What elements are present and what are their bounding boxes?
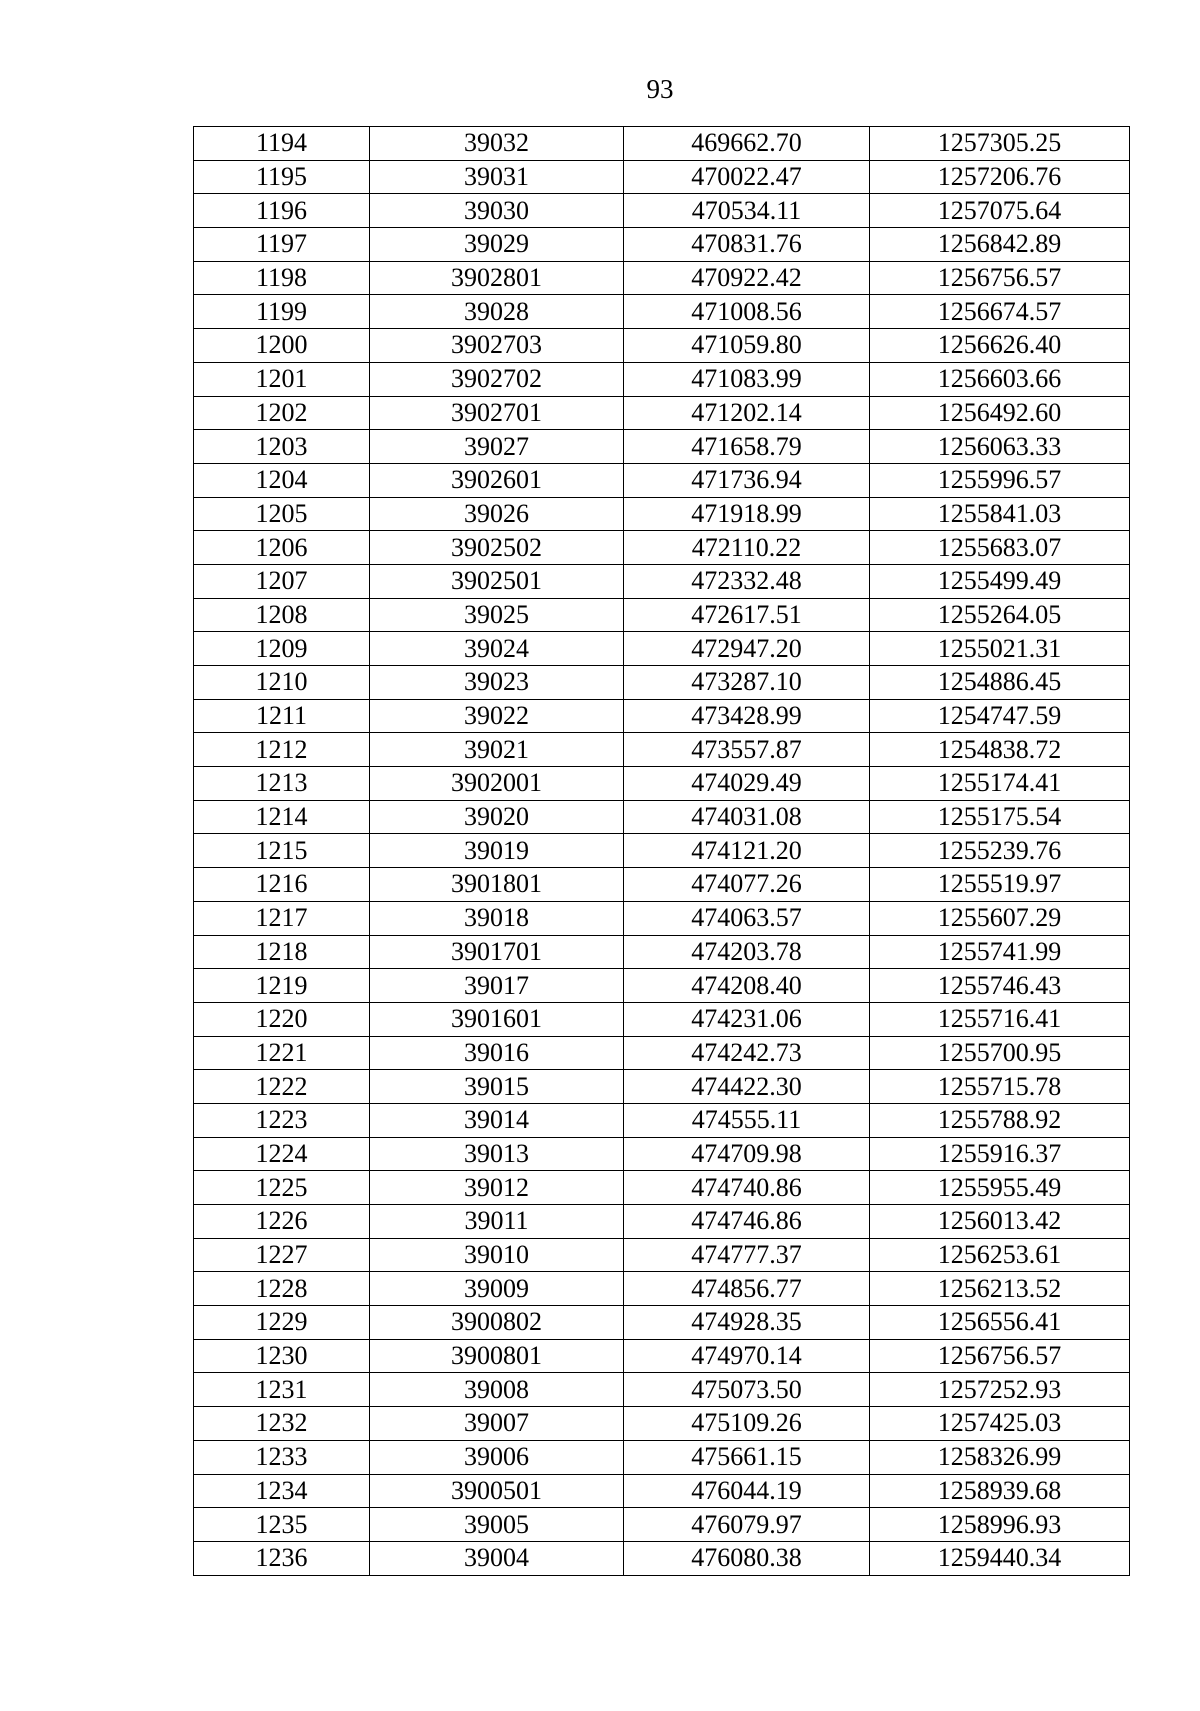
y-coordinate-cell: 1255174.41 bbox=[870, 767, 1130, 801]
x-coordinate-cell: 472947.20 bbox=[624, 632, 870, 666]
y-coordinate-cell: 1258996.93 bbox=[870, 1508, 1130, 1542]
x-coordinate-cell: 470831.76 bbox=[624, 228, 870, 262]
x-coordinate-cell: 474208.40 bbox=[624, 969, 870, 1003]
row-index-cell: 1223 bbox=[194, 1103, 370, 1137]
point-id-cell: 39026 bbox=[370, 497, 624, 531]
point-id-cell: 39014 bbox=[370, 1103, 624, 1137]
x-coordinate-cell: 474422.30 bbox=[624, 1070, 870, 1104]
point-id-cell: 3902501 bbox=[370, 564, 624, 598]
point-id-cell: 39018 bbox=[370, 901, 624, 935]
x-coordinate-cell: 474203.78 bbox=[624, 935, 870, 969]
y-coordinate-cell: 1257425.03 bbox=[870, 1407, 1130, 1441]
row-index-cell: 1212 bbox=[194, 733, 370, 767]
row-index-cell: 1230 bbox=[194, 1339, 370, 1373]
row-index-cell: 1233 bbox=[194, 1440, 370, 1474]
row-index-cell: 1236 bbox=[194, 1541, 370, 1575]
point-id-cell: 39006 bbox=[370, 1440, 624, 1474]
y-coordinate-cell: 1256626.40 bbox=[870, 329, 1130, 363]
point-id-cell: 3901801 bbox=[370, 868, 624, 902]
x-coordinate-cell: 470022.47 bbox=[624, 160, 870, 194]
x-coordinate-cell: 471918.99 bbox=[624, 497, 870, 531]
y-coordinate-cell: 1255955.49 bbox=[870, 1171, 1130, 1205]
row-index-cell: 1232 bbox=[194, 1407, 370, 1441]
row-index-cell: 1209 bbox=[194, 632, 370, 666]
table-row bbox=[194, 430, 1130, 464]
y-coordinate-cell: 1255716.41 bbox=[870, 1002, 1130, 1036]
table-row bbox=[194, 1137, 1130, 1171]
row-index-cell: 1222 bbox=[194, 1070, 370, 1104]
y-coordinate-cell: 1255239.76 bbox=[870, 834, 1130, 868]
x-coordinate-cell: 476044.19 bbox=[624, 1474, 870, 1508]
point-id-cell: 39010 bbox=[370, 1238, 624, 1272]
point-id-cell: 39017 bbox=[370, 969, 624, 1003]
row-index-cell: 1235 bbox=[194, 1508, 370, 1542]
point-id-cell: 3902801 bbox=[370, 261, 624, 295]
y-coordinate-cell: 1256013.42 bbox=[870, 1205, 1130, 1239]
y-coordinate-cell: 1256556.41 bbox=[870, 1306, 1130, 1340]
x-coordinate-cell: 471202.14 bbox=[624, 396, 870, 430]
x-coordinate-cell: 471083.99 bbox=[624, 362, 870, 396]
y-coordinate-cell: 1256063.33 bbox=[870, 430, 1130, 464]
table-row bbox=[194, 160, 1130, 194]
row-index-cell: 1229 bbox=[194, 1306, 370, 1340]
point-id-cell: 39021 bbox=[370, 733, 624, 767]
row-index-cell: 1221 bbox=[194, 1036, 370, 1070]
point-id-cell: 39008 bbox=[370, 1373, 624, 1407]
x-coordinate-cell: 471059.80 bbox=[624, 329, 870, 363]
row-index-cell: 1213 bbox=[194, 767, 370, 801]
x-coordinate-cell: 474031.08 bbox=[624, 800, 870, 834]
y-coordinate-cell: 1256492.60 bbox=[870, 396, 1130, 430]
table-row bbox=[194, 1002, 1130, 1036]
table-row bbox=[194, 969, 1130, 1003]
point-id-cell: 39005 bbox=[370, 1508, 624, 1542]
table-row bbox=[194, 1205, 1130, 1239]
row-index-cell: 1234 bbox=[194, 1474, 370, 1508]
x-coordinate-cell: 469662.70 bbox=[624, 127, 870, 161]
x-coordinate-cell: 474231.06 bbox=[624, 1002, 870, 1036]
row-index-cell: 1207 bbox=[194, 564, 370, 598]
x-coordinate-cell: 476079.97 bbox=[624, 1508, 870, 1542]
row-index-cell: 1204 bbox=[194, 463, 370, 497]
row-index-cell: 1196 bbox=[194, 194, 370, 228]
x-coordinate-cell: 473287.10 bbox=[624, 666, 870, 700]
y-coordinate-cell: 1257252.93 bbox=[870, 1373, 1130, 1407]
x-coordinate-cell: 472332.48 bbox=[624, 564, 870, 598]
point-id-cell: 39030 bbox=[370, 194, 624, 228]
y-coordinate-cell: 1259440.34 bbox=[870, 1541, 1130, 1575]
table-row bbox=[194, 127, 1130, 161]
table-row bbox=[194, 1036, 1130, 1070]
y-coordinate-cell: 1256603.66 bbox=[870, 362, 1130, 396]
point-id-cell: 3900802 bbox=[370, 1306, 624, 1340]
table-row bbox=[194, 800, 1130, 834]
row-index-cell: 1227 bbox=[194, 1238, 370, 1272]
y-coordinate-cell: 1255175.54 bbox=[870, 800, 1130, 834]
table-row bbox=[194, 1541, 1130, 1575]
y-coordinate-cell: 1255741.99 bbox=[870, 935, 1130, 969]
row-index-cell: 1214 bbox=[194, 800, 370, 834]
row-index-cell: 1217 bbox=[194, 901, 370, 935]
table-row bbox=[194, 868, 1130, 902]
y-coordinate-cell: 1254838.72 bbox=[870, 733, 1130, 767]
x-coordinate-cell: 474970.14 bbox=[624, 1339, 870, 1373]
y-coordinate-cell: 1256674.57 bbox=[870, 295, 1130, 329]
point-id-cell: 3900801 bbox=[370, 1339, 624, 1373]
table-row bbox=[194, 1373, 1130, 1407]
point-id-cell: 39025 bbox=[370, 598, 624, 632]
point-id-cell: 3901601 bbox=[370, 1002, 624, 1036]
x-coordinate-cell: 475109.26 bbox=[624, 1407, 870, 1441]
x-coordinate-cell: 471736.94 bbox=[624, 463, 870, 497]
y-coordinate-cell: 1257305.25 bbox=[870, 127, 1130, 161]
point-id-cell: 3900501 bbox=[370, 1474, 624, 1508]
y-coordinate-cell: 1254886.45 bbox=[870, 666, 1130, 700]
table-row bbox=[194, 194, 1130, 228]
table-row bbox=[194, 497, 1130, 531]
y-coordinate-cell: 1255519.97 bbox=[870, 868, 1130, 902]
table-row bbox=[194, 935, 1130, 969]
x-coordinate-cell: 474063.57 bbox=[624, 901, 870, 935]
table-row bbox=[194, 329, 1130, 363]
row-index-cell: 1195 bbox=[194, 160, 370, 194]
row-index-cell: 1206 bbox=[194, 531, 370, 565]
row-index-cell: 1208 bbox=[194, 598, 370, 632]
row-index-cell: 1219 bbox=[194, 969, 370, 1003]
x-coordinate-cell: 474077.26 bbox=[624, 868, 870, 902]
point-id-cell: 39015 bbox=[370, 1070, 624, 1104]
x-coordinate-cell: 471008.56 bbox=[624, 295, 870, 329]
table-row bbox=[194, 1070, 1130, 1104]
table-row bbox=[194, 632, 1130, 666]
y-coordinate-cell: 1255607.29 bbox=[870, 901, 1130, 935]
table-row bbox=[194, 1508, 1130, 1542]
y-coordinate-cell: 1255700.95 bbox=[870, 1036, 1130, 1070]
table-row bbox=[194, 901, 1130, 935]
point-id-cell: 39009 bbox=[370, 1272, 624, 1306]
y-coordinate-cell: 1255746.43 bbox=[870, 969, 1130, 1003]
x-coordinate-cell: 471658.79 bbox=[624, 430, 870, 464]
row-index-cell: 1199 bbox=[194, 295, 370, 329]
row-index-cell: 1201 bbox=[194, 362, 370, 396]
table-row bbox=[194, 564, 1130, 598]
y-coordinate-cell: 1255916.37 bbox=[870, 1137, 1130, 1171]
x-coordinate-cell: 474242.73 bbox=[624, 1036, 870, 1070]
point-id-cell: 39011 bbox=[370, 1205, 624, 1239]
x-coordinate-cell: 474029.49 bbox=[624, 767, 870, 801]
x-coordinate-cell: 474856.77 bbox=[624, 1272, 870, 1306]
table-row bbox=[194, 767, 1130, 801]
y-coordinate-cell: 1255841.03 bbox=[870, 497, 1130, 531]
table-row bbox=[194, 1407, 1130, 1441]
point-id-cell: 39007 bbox=[370, 1407, 624, 1441]
point-id-cell: 3902701 bbox=[370, 396, 624, 430]
x-coordinate-cell: 473428.99 bbox=[624, 699, 870, 733]
point-id-cell: 39032 bbox=[370, 127, 624, 161]
table-row bbox=[194, 1306, 1130, 1340]
table-row bbox=[194, 1339, 1130, 1373]
y-coordinate-cell: 1255996.57 bbox=[870, 463, 1130, 497]
y-coordinate-cell: 1255715.78 bbox=[870, 1070, 1130, 1104]
table-row bbox=[194, 1272, 1130, 1306]
y-coordinate-cell: 1256756.57 bbox=[870, 1339, 1130, 1373]
point-id-cell: 39019 bbox=[370, 834, 624, 868]
row-index-cell: 1197 bbox=[194, 228, 370, 262]
y-coordinate-cell: 1255683.07 bbox=[870, 531, 1130, 565]
point-id-cell: 39020 bbox=[370, 800, 624, 834]
x-coordinate-cell: 473557.87 bbox=[624, 733, 870, 767]
row-index-cell: 1218 bbox=[194, 935, 370, 969]
y-coordinate-cell: 1255021.31 bbox=[870, 632, 1130, 666]
table-row bbox=[194, 396, 1130, 430]
y-coordinate-cell: 1256756.57 bbox=[870, 261, 1130, 295]
x-coordinate-cell: 474121.20 bbox=[624, 834, 870, 868]
point-id-cell: 3902601 bbox=[370, 463, 624, 497]
row-index-cell: 1220 bbox=[194, 1002, 370, 1036]
row-index-cell: 1198 bbox=[194, 261, 370, 295]
point-id-cell: 39004 bbox=[370, 1541, 624, 1575]
table-row bbox=[194, 463, 1130, 497]
point-id-cell: 39028 bbox=[370, 295, 624, 329]
y-coordinate-cell: 1256253.61 bbox=[870, 1238, 1130, 1272]
x-coordinate-cell: 470534.11 bbox=[624, 194, 870, 228]
x-coordinate-cell: 470922.42 bbox=[624, 261, 870, 295]
y-coordinate-cell: 1258939.68 bbox=[870, 1474, 1130, 1508]
y-coordinate-cell: 1254747.59 bbox=[870, 699, 1130, 733]
row-index-cell: 1200 bbox=[194, 329, 370, 363]
y-coordinate-cell: 1257075.64 bbox=[870, 194, 1130, 228]
point-id-cell: 39029 bbox=[370, 228, 624, 262]
table-row bbox=[194, 598, 1130, 632]
row-index-cell: 1203 bbox=[194, 430, 370, 464]
row-index-cell: 1211 bbox=[194, 699, 370, 733]
table-row bbox=[194, 295, 1130, 329]
x-coordinate-cell: 474740.86 bbox=[624, 1171, 870, 1205]
row-index-cell: 1228 bbox=[194, 1272, 370, 1306]
point-id-cell: 39023 bbox=[370, 666, 624, 700]
table-row bbox=[194, 699, 1130, 733]
x-coordinate-cell: 474928.35 bbox=[624, 1306, 870, 1340]
point-id-cell: 3902703 bbox=[370, 329, 624, 363]
row-index-cell: 1215 bbox=[194, 834, 370, 868]
x-coordinate-cell: 474709.98 bbox=[624, 1137, 870, 1171]
point-id-cell: 39027 bbox=[370, 430, 624, 464]
point-id-cell: 39022 bbox=[370, 699, 624, 733]
row-index-cell: 1202 bbox=[194, 396, 370, 430]
row-index-cell: 1224 bbox=[194, 1137, 370, 1171]
table-row bbox=[194, 733, 1130, 767]
point-id-cell: 39024 bbox=[370, 632, 624, 666]
x-coordinate-cell: 472110.22 bbox=[624, 531, 870, 565]
point-id-cell: 39016 bbox=[370, 1036, 624, 1070]
y-coordinate-cell: 1255264.05 bbox=[870, 598, 1130, 632]
table-row bbox=[194, 834, 1130, 868]
table-row bbox=[194, 1440, 1130, 1474]
x-coordinate-cell: 474777.37 bbox=[624, 1238, 870, 1272]
x-coordinate-cell: 472617.51 bbox=[624, 598, 870, 632]
table-row bbox=[194, 531, 1130, 565]
y-coordinate-cell: 1258326.99 bbox=[870, 1440, 1130, 1474]
point-id-cell: 39031 bbox=[370, 160, 624, 194]
table-row bbox=[194, 362, 1130, 396]
table-row bbox=[194, 1171, 1130, 1205]
table-row bbox=[194, 228, 1130, 262]
row-index-cell: 1210 bbox=[194, 666, 370, 700]
row-index-cell: 1226 bbox=[194, 1205, 370, 1239]
point-id-cell: 39012 bbox=[370, 1171, 624, 1205]
y-coordinate-cell: 1255499.49 bbox=[870, 564, 1130, 598]
table-row bbox=[194, 666, 1130, 700]
y-coordinate-cell: 1257206.76 bbox=[870, 160, 1130, 194]
point-id-cell: 39013 bbox=[370, 1137, 624, 1171]
row-index-cell: 1225 bbox=[194, 1171, 370, 1205]
row-index-cell: 1231 bbox=[194, 1373, 370, 1407]
x-coordinate-cell: 475661.15 bbox=[624, 1440, 870, 1474]
x-coordinate-cell: 474555.11 bbox=[624, 1103, 870, 1137]
row-index-cell: 1194 bbox=[194, 127, 370, 161]
y-coordinate-cell: 1256213.52 bbox=[870, 1272, 1130, 1306]
point-id-cell: 3902702 bbox=[370, 362, 624, 396]
table-row bbox=[194, 261, 1130, 295]
y-coordinate-cell: 1256842.89 bbox=[870, 228, 1130, 262]
table-row bbox=[194, 1238, 1130, 1272]
row-index-cell: 1205 bbox=[194, 497, 370, 531]
row-index-cell: 1216 bbox=[194, 868, 370, 902]
x-coordinate-cell: 475073.50 bbox=[624, 1373, 870, 1407]
x-coordinate-cell: 474746.86 bbox=[624, 1205, 870, 1239]
x-coordinate-cell: 476080.38 bbox=[624, 1541, 870, 1575]
page-number: 93 bbox=[646, 74, 674, 104]
point-id-cell: 3901701 bbox=[370, 935, 624, 969]
coordinates-table-body bbox=[194, 127, 1130, 1576]
table-row bbox=[194, 1103, 1130, 1137]
coordinates-table bbox=[193, 126, 1130, 1576]
y-coordinate-cell: 1255788.92 bbox=[870, 1103, 1130, 1137]
point-id-cell: 3902001 bbox=[370, 767, 624, 801]
point-id-cell: 3902502 bbox=[370, 531, 624, 565]
table-row bbox=[194, 1474, 1130, 1508]
